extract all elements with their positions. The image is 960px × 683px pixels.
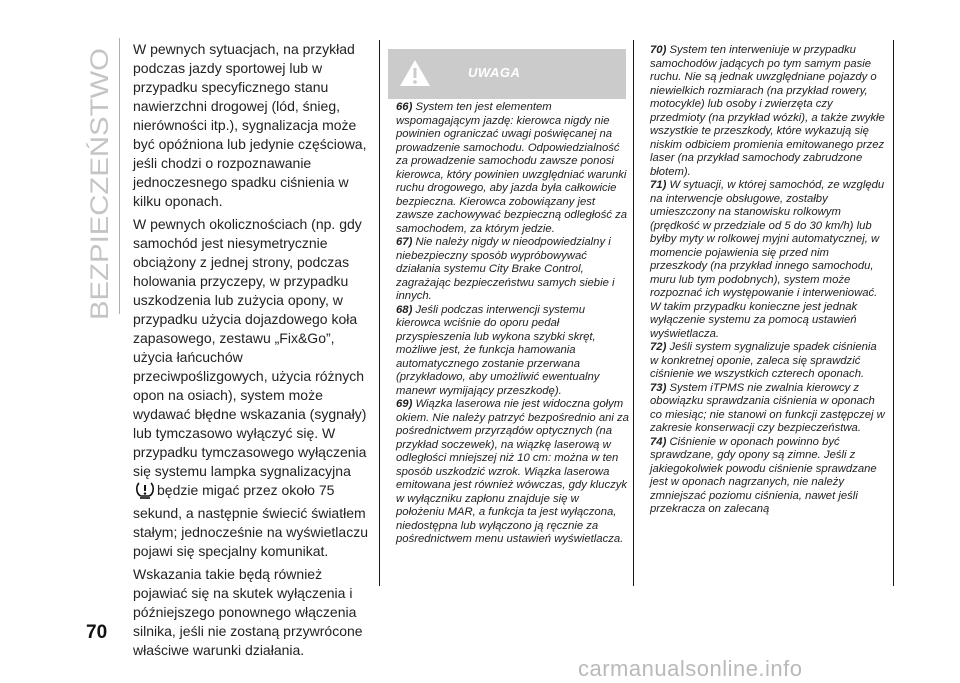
note-text: Jeśli podczas interwencji systemu kierowca wciśnie do oporu pedał przyspieszenia lub wykona szybki skręt, możliwe jest, że funkcja hamowania automatycznego zostanie przerwana (przykładowo, aby umożliwić ewentualny manewr wymijający przeszkodę).: [396, 303, 600, 397]
note-text: Wiązka laserowa nie jest widoczna gołym okiem. Nie należy patrzyć bezpośrednio ani za pośrednictwem przyrządów optycznych (na przykład soczewek), na wiązkę laserową w odległości mniejszej niż 10 cm: można w ten sposób uszkodzić wzrok. Wiązka laserowa emitowana jest również wówczas, gdy kluczyk w wyłączniku zapłonu znajduje się w położeniu MAR, a funkcja ta jest wyłączona, niedostępna lub wyłączono ją ręcznie za pośrednictwem menu ustawień wyświetlacza.: [396, 398, 629, 545]
paragraph-3: Wskazania takie będą również pojawiać się na skutek wyłączenia i późniejszego ponownego włączenia silnika, jeśli nie zostaną przywrócone właściwe warunki działania.: [133, 566, 363, 658]
note-number: 71): [650, 179, 667, 191]
warning-note: [650, 179, 886, 341]
note-number: 70): [650, 44, 667, 56]
note-text: Ciśnienie w oponach powinno być sprawdzane, gdy opony są zimne. Jeśli z jakiegokolwiek powodu ciśnienie sprawdzane jest w oponach nagrzanych, nie należy zmniejszać poziomu ciśnienia, nawet jeśli przekracza on zalecaną: [650, 435, 877, 515]
note-number: 72): [650, 341, 667, 353]
paragraph-2-start: W pewnych okolicznościach (np. gdy samochód jest niesymetrycznie obciążony z jednej strony, podczas holowania przyczepy, w przypadku uszkodzenia lub zużycia opony, w przypadku użycia dojazdowego koła zapasowego, zestawu „Fix&Go”, użycia łańcuchów przeciwpoślizgowych, użycia różnych opon na osiach), system może wydawać błędne wskazania (sygnały) lub tymczasowo wyłączyć się. W przypadku tymczasowego wyłączenia się systemu lampka sygnalizacyjna: [133, 216, 367, 479]
warning-label: UWAGA: [468, 65, 521, 80]
section-title: [86, 24, 114, 324]
warning-note: [396, 398, 630, 547]
warning-triangle-icon: [398, 58, 432, 93]
section-divider: [119, 38, 120, 314]
warning-notes-column-1: [396, 101, 630, 547]
warning-note: [396, 236, 630, 304]
note-text: W sytuacji, w której samochód, ze względu na interwencje obsługowe, zostałby umieszczony na stanowisku rolkowym (prędkość w przedziale od 5 do 30 km/h) lub byłby myty w rolkowej myjni automatycznej, w momencie pojawienia się przed nim przeszkody (na przykład innego samochodu, muru lub tym podobnych), system może rozpoznać ich występowanie i interweniować. W takim przypadku konieczne jest jednak wyłączenie systemu za pomocą ustawień wyświetlacza.: [650, 179, 885, 340]
paragraph-2: [133, 215, 373, 561]
warning-header: [388, 49, 626, 99]
warning-note: [650, 436, 886, 517]
note-number: 67): [396, 236, 413, 248]
column-divider-left: [379, 40, 380, 586]
column-divider-middle: [633, 40, 634, 586]
paragraph-2-end: będzie migać przez około 75 sekund, a następnie świecić światłem stałym; jednocześnie na wyświetlaczu pojawi się specjalny komunikat.: [133, 482, 368, 559]
warning-note: [396, 101, 630, 236]
note-number: 66): [396, 101, 413, 113]
main-text-column: [133, 40, 373, 664]
tire-pressure-warning-icon: [135, 481, 155, 504]
warning-note: [650, 44, 886, 179]
page-number: 70: [86, 622, 108, 643]
note-text: System ten jest elementem wspomagającym jazdę: kierowca nigdy nie powinien ograniczać uwagi poświęcanej na prowadzenie samochodu. Odpowiedzialność za prowadzenie samochodu zawsze ponosi kierowca, który powinien uwzględniać warunki ruchu drogowego, aby jazda była całkowicie bezpieczna. Kierowca zobowiązany jest zawsze zachowywać bezpieczną odległość za samochodem, za którym jedzie.: [396, 101, 628, 235]
section-title-text: BEZPIECZEŃSTWO: [86, 88, 114, 320]
column-divider-right: [893, 40, 894, 586]
warning-note: [396, 304, 630, 399]
warning-note: [650, 382, 886, 436]
note-text: Jeśli system sygnalizuje spadek ciśnienia w konkretnej oponie, zaleca się sprawdzić ciśnienie we wszystkich czterech oponach.: [650, 341, 877, 380]
note-text: Nie należy nigdy w nieodpowiedzialny i niebezpieczny sposób wypróbowywać działania systemu City Brake Control, zagrażając bezpieczeństwu samych siebie i innych.: [396, 236, 615, 302]
paragraph-1: W pewnych sytuacjach, na przykład podczas jazdy sportowej lub w przypadku specyficznego stanu nawierzchni drogowej (lód, śnieg, nierówności itp.), sygnalizacja może być opóźniona lub jedynie częściowa, jeśli chodzi o rozpoznawanie jednoczesnego spadku ciśnienia w kilku oponach.: [133, 41, 367, 209]
note-number: 68): [396, 303, 413, 316]
note-text: System ten interweniuje w przypadku samochodów jadących po tym samym pasie ruchu. Nie są jednak uwzględniane pojazdy o niewielkich rozmiarach (na przykład rowery, motocykle) lub osoby i zwierzęta czy przedmioty (na przykład wózki), a także zwykłe wszystkie te przeszkody, które wykazują się niskim odbiciem promienia emitowanego przez laser (na przykład samochody zabrudzone błotem).: [650, 44, 885, 178]
warning-note: [650, 341, 886, 382]
watermark: carmanualsonline.info: [578, 656, 803, 681]
note-number: 69): [396, 398, 413, 410]
note-text: System iTPMS nie zwalnia kierowcy z obowiązku sprawdzania ciśnienia w oponach co miesiąc; nie stanowi on funkcji zastępczej w zakresie konserwacji czy bezpieczeństwa.: [650, 381, 885, 434]
note-number: 74): [650, 435, 667, 448]
warning-notes-column-2: [650, 44, 886, 517]
section-title-graphic: [86, 24, 114, 324]
note-number: 73): [650, 381, 667, 394]
